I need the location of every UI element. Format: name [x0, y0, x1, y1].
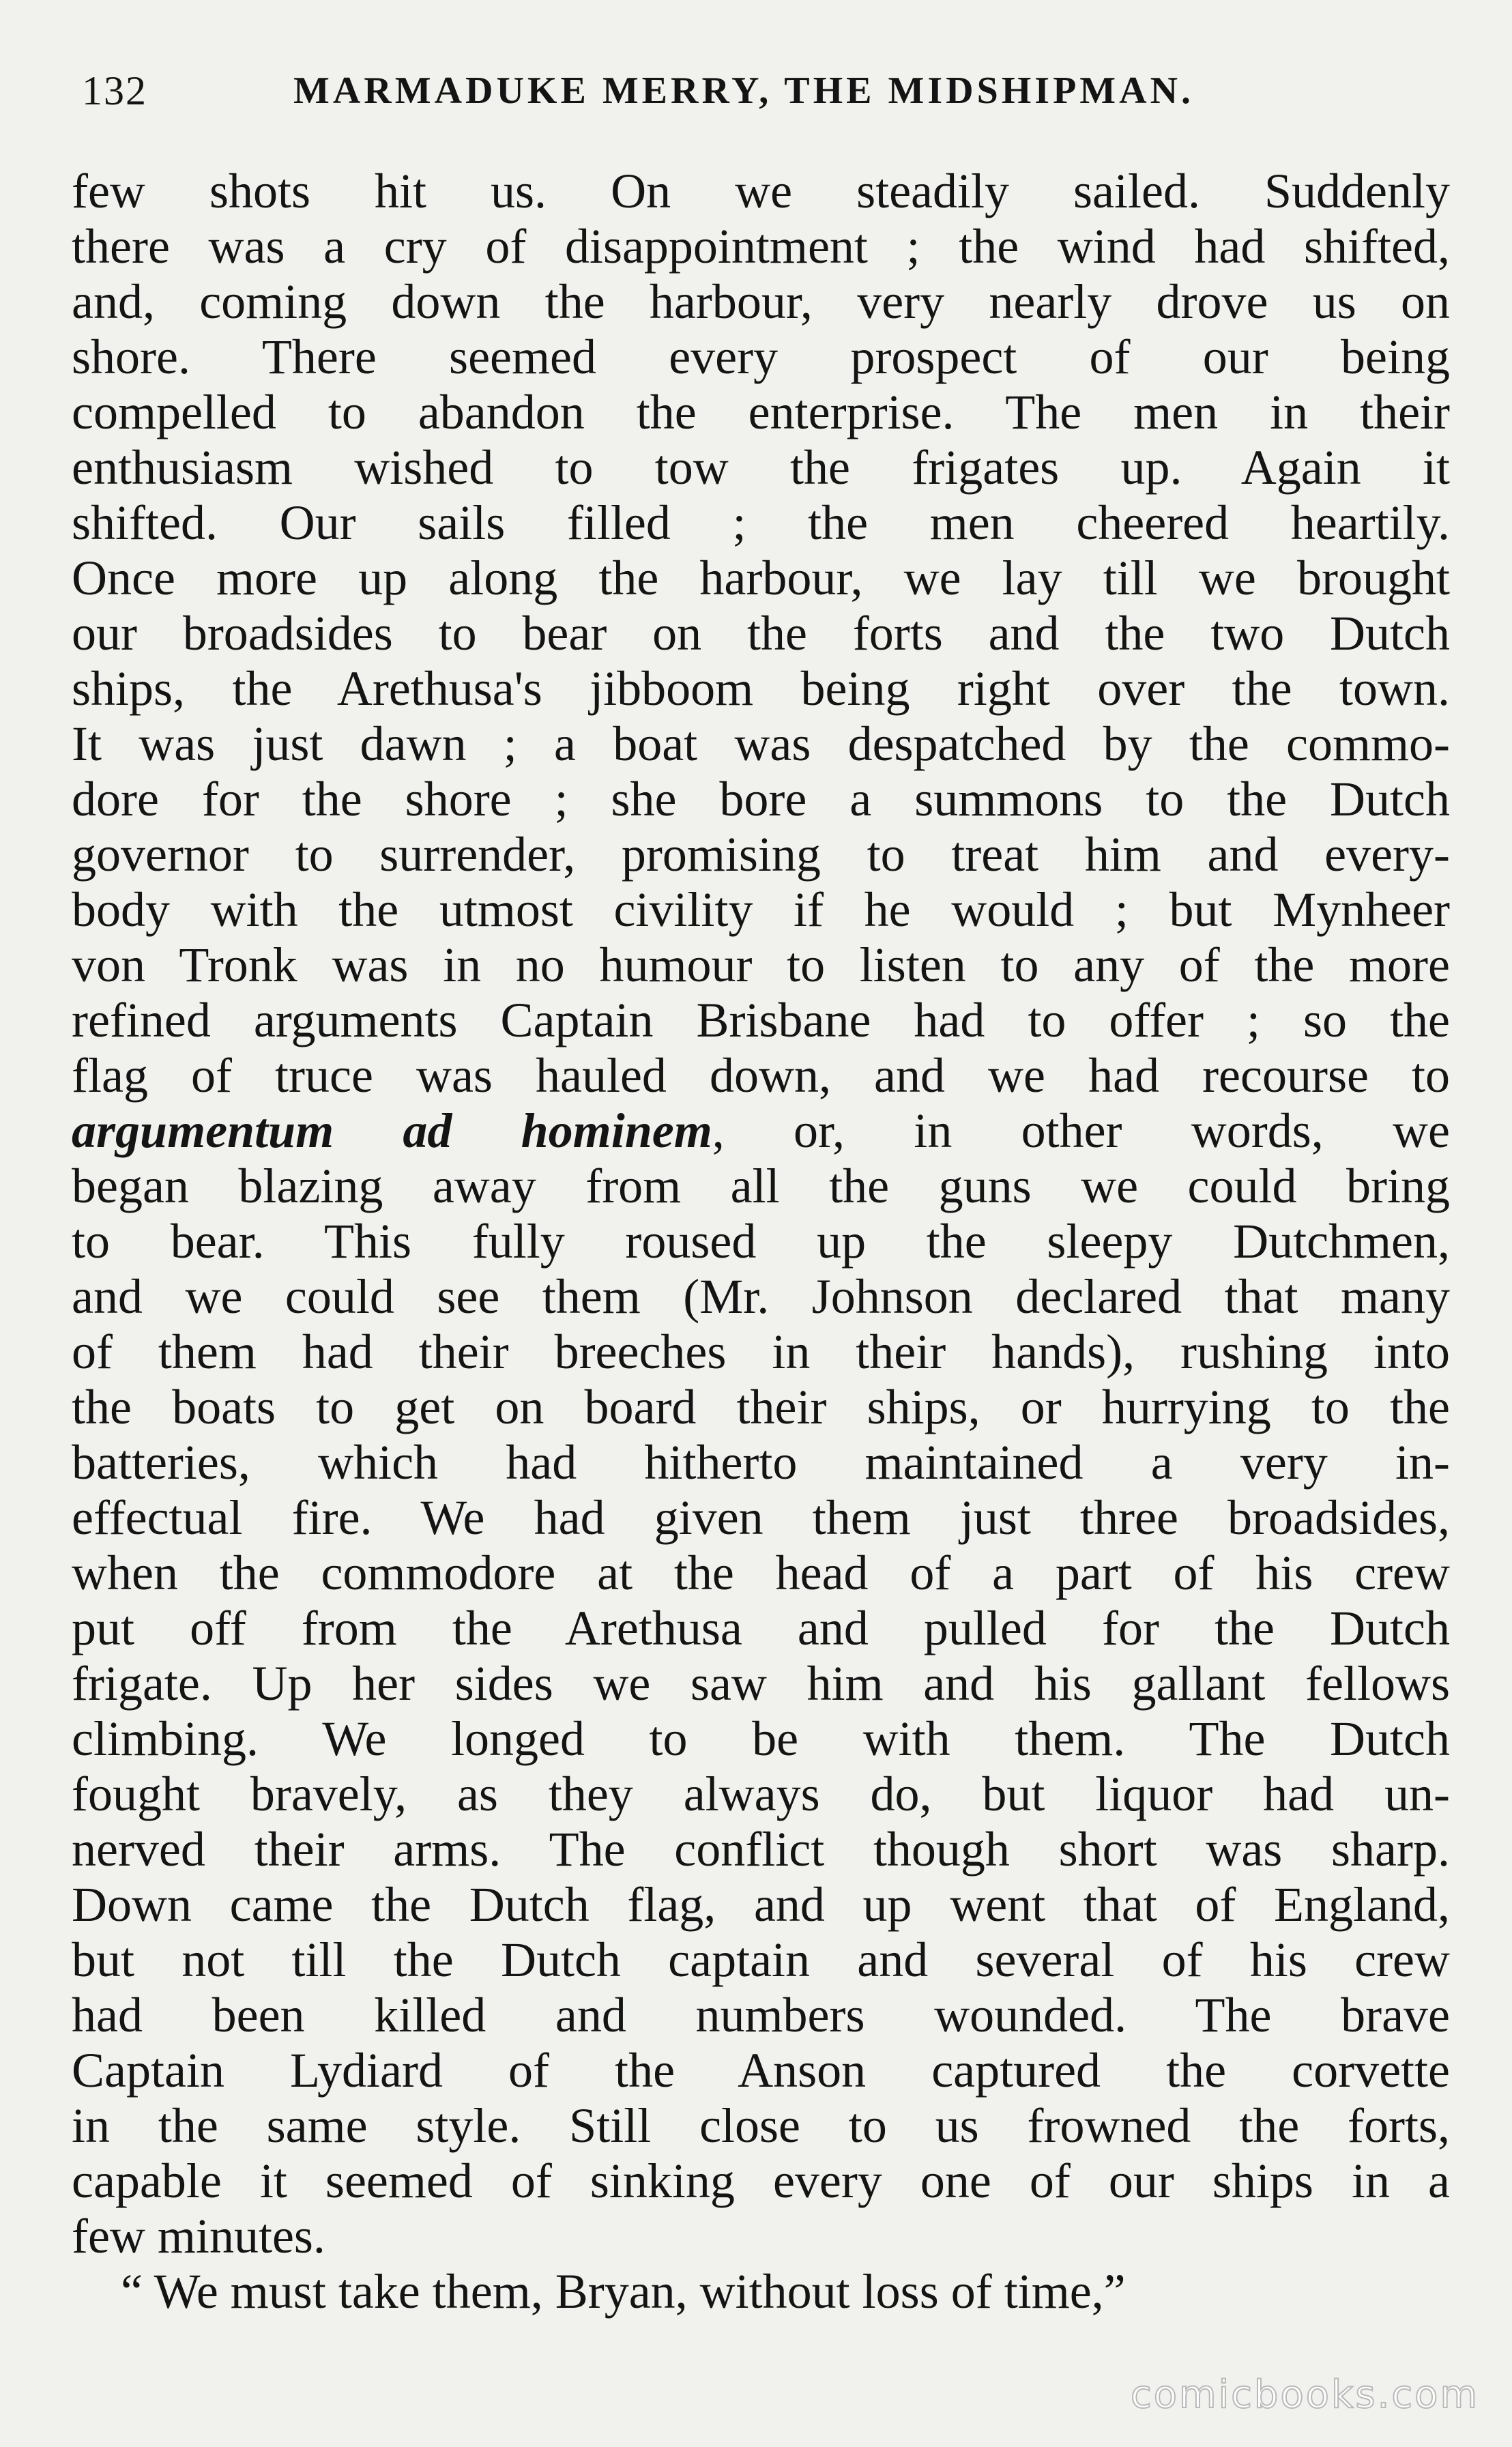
text-line: had been killed and numbers wounded. The brave: [72, 1988, 1450, 2042]
text-line: flag of truce was hauled down, and we had recourse to: [72, 1048, 1450, 1103]
latin-phrase: argumentum ad hominem: [72, 1103, 712, 1158]
text-line: frigate. Up her sides we saw him and his gallant fellows: [72, 1656, 1450, 1711]
text-line: and, coming down the harbour, very nearly drove us on: [72, 274, 1450, 329]
text-line: Captain Lydiard of the Anson captured the corvette: [72, 2043, 1450, 2098]
page-header: [82, 60, 1440, 121]
text-line: the boats to get on board their ships, or hurrying to the: [72, 1380, 1450, 1434]
text-line: ships, the Arethusa's jibboom being right over the town.: [72, 661, 1450, 716]
text-line: when the commodore at the head of a part of his crew: [72, 1546, 1450, 1600]
text-line: there was a cry of disappointment ; the wind had shifted,: [72, 219, 1450, 274]
text-line: It was just dawn ; a boat was despatched by the commo-: [72, 716, 1450, 771]
text-line: shifted. Our sails filled ; the men cheered heartily.: [72, 495, 1450, 550]
text-line: climbing. We longed to be with them. The Dutch: [72, 1711, 1450, 1766]
text-line: began blazing away from all the guns we could bring: [72, 1159, 1450, 1213]
text-line: few shots hit us. On we steadily sailed. Suddenly: [72, 164, 1450, 218]
text-line: capable it seemed of sinking every one of our ships in a: [72, 2154, 1450, 2208]
text-line: of them had their breeches in their hands), rushing into: [72, 1324, 1450, 1379]
text-line: effectual fire. We had given them just three broadsides,: [72, 1490, 1450, 1545]
text-line: few minutes.: [72, 2209, 325, 2263]
text-line: put off from the Arethusa and pulled for the Dutch: [72, 1601, 1450, 1655]
text-line: von Tronk was in no humour to listen to any of the more: [72, 938, 1450, 992]
watermark: comicbooks.com: [1130, 2373, 1479, 2417]
text-line: compelled to abandon the enterprise. The men in their: [72, 385, 1450, 439]
text-line: governor to surrender, promising to treat him and every-: [72, 827, 1450, 882]
text-line-dialogue: “ We must take them, Bryan, without loss of time,”: [121, 2264, 1126, 2319]
text-line: nerved their arms. The conflict though short was sharp.: [72, 1822, 1450, 1877]
text-line: our broadsides to bear on the forts and the two Dutch: [72, 606, 1450, 661]
text-line: enthusiasm wished to tow the frigates up. Again it: [72, 440, 1450, 495]
running-head: MARMADUKE MERRY, THE MIDSHIPMAN.: [293, 70, 1195, 112]
text-line: Down came the Dutch flag, and up went that of England,: [72, 1877, 1450, 1932]
text-line: shore. There seemed every prospect of our being: [72, 330, 1450, 384]
text-line: dore for the shore ; she bore a summons to the Dutch: [72, 772, 1450, 826]
page-number: 132: [82, 68, 147, 113]
text-line: fought bravely, as they always do, but liquor had un-: [72, 1767, 1450, 1821]
text-line: batteries, which had hitherto maintained a very in-: [72, 1435, 1450, 1490]
text-line: refined arguments Captain Brisbane had to offer ; so the: [72, 993, 1450, 1047]
text-line: in the same style. Still close to us frowned the forts,: [72, 2098, 1450, 2153]
text-line: argumentum ad hominem, or, in other words, we: [72, 1103, 1451, 1158]
text-line: body with the utmost civility if he would ; but Mynheer: [72, 882, 1450, 937]
body-text: [72, 164, 1450, 2319]
text-line: to bear. This fully roused up the sleepy Dutchmen,: [72, 1214, 1450, 1269]
text-line: Once more up along the harbour, we lay till we brought: [72, 551, 1450, 605]
text-line: but not till the Dutch captain and several of his crew: [72, 1932, 1450, 1987]
text-line: and we could see them (Mr. Johnson declared that many: [72, 1269, 1450, 1324]
